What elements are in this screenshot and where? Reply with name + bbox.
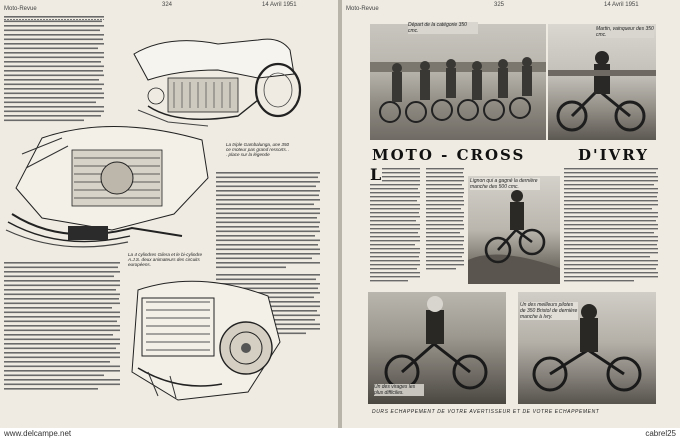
left-header-page: 324 bbox=[162, 2, 173, 8]
right-body-text-col3 bbox=[564, 166, 660, 290]
headline-divry: D'IVRY bbox=[578, 146, 649, 164]
left-header-magazine: Moto-Revue bbox=[4, 6, 37, 12]
caption-gilera-ajs: La 4 cylindres Gilera et le bi-cylindre A.J.S. deux animateurs des circuits européens. bbox=[128, 252, 203, 268]
caption-martin-winner: Martin, vainqueur des 350 cmc. bbox=[596, 26, 654, 38]
left-body-text-left-lower bbox=[4, 260, 124, 400]
caption-race-start: Départ de la catégorie 350 cmc. bbox=[408, 22, 478, 34]
watermark-left: www.delcampe.net bbox=[4, 429, 72, 438]
caption-bristol: Un des meilleurs pilotes de 350 Bristol de dernière manche à Ivry. bbox=[520, 302, 578, 320]
watermark-right: cabrel25 bbox=[645, 429, 676, 438]
right-header-page: 325 bbox=[494, 2, 505, 8]
right-page bbox=[342, 0, 680, 428]
right-header-date: 14 Avril 1951 bbox=[604, 2, 639, 8]
svg-text:L: L bbox=[370, 166, 382, 184]
watermark-footer bbox=[0, 428, 680, 440]
bottom-strip-text: DURS ECHAPPEMENT DE VOTRE AVERTISSEUR ET DE VOTRE ECHAPPEMENT bbox=[372, 409, 600, 415]
right-header-magazine: Moto-Revue bbox=[346, 6, 379, 12]
left-header-date: 14 Avril 1951 bbox=[262, 2, 297, 8]
left-body-text-right-column bbox=[216, 170, 322, 270]
gilera-engine-drawing bbox=[2, 118, 214, 250]
left-body-text-top-lines bbox=[4, 14, 106, 126]
headline-moto-cross: MOTO - CROSS bbox=[372, 146, 526, 164]
left-page bbox=[0, 0, 338, 428]
photo-race-start bbox=[370, 24, 546, 140]
caption-lignon: Lignon qui a gagné la dernière manche des 500 cmc. bbox=[470, 178, 540, 190]
caption-difficult-turn: Un des virages les plus difficiles. bbox=[374, 384, 424, 396]
right-body-text-col2 bbox=[426, 166, 466, 288]
right-body-text-col1 bbox=[370, 166, 422, 288]
photo-martin-winner bbox=[548, 24, 656, 140]
caption-gambalunga: La triple Gambalunga, une 350 ce moteur pas grand ressorts. . . place sur la légende bbox=[226, 142, 290, 158]
ajs-engine-drawing bbox=[118, 272, 286, 404]
photo-lignon-jump bbox=[468, 176, 560, 284]
